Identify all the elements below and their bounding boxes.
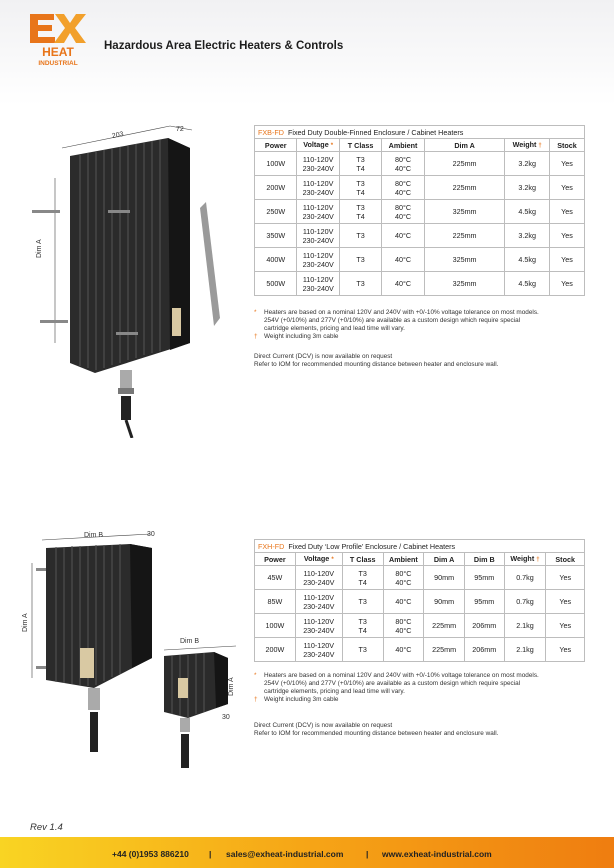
table-row: 250W 110-120V 230-240V T3 T4 80°C 40°C 325mm 4.5kg Yes bbox=[255, 200, 585, 224]
footer-separator: | bbox=[209, 849, 212, 859]
footer-email-link[interactable]: sales@exheat-industrial.com bbox=[226, 849, 344, 859]
header-band bbox=[0, 0, 614, 105]
footer-website-link[interactable]: www.exheat-industrial.com bbox=[382, 849, 492, 859]
table2-notes: * Heaters are based on a nominal 120V and 240V with +0/-10% voltage tolerance on most models. 254V (+0/10%) and 277V (+0/10%) are available as a custom design which require special cartridge elements, pricing and lead time will vary. † Weight including 3m cable bbox=[254, 672, 539, 703]
th-voltage: Voltage * bbox=[295, 553, 342, 566]
th-tclass: T Class bbox=[339, 139, 381, 152]
th-dimb: Dim B bbox=[464, 553, 504, 566]
th-stock: Stock bbox=[546, 553, 585, 566]
revision-label: Rev 1.4 bbox=[30, 822, 63, 833]
table-row: 400W 110-120V 230-240V T3 40°C 325mm 4.5kg Yes bbox=[255, 248, 585, 272]
dim-30-label: 30 bbox=[147, 531, 155, 538]
logo-word-industrial: INDUSTRIAL bbox=[38, 60, 78, 67]
logo-mark-icon bbox=[28, 12, 88, 70]
th-dima: Dim A bbox=[424, 553, 465, 566]
th-weight: Weight † bbox=[504, 553, 546, 566]
table1-dcv-note: Direct Current (DCV) is now available on request Refer to IOM for recommended mounting distance between heater and enclosure wall. bbox=[254, 353, 499, 368]
th-dima: Dim A bbox=[424, 139, 505, 152]
table-row: 500W 110-120V 230-240V T3 40°C 325mm 4.5kg Yes bbox=[255, 272, 585, 296]
th-ambient: Ambient bbox=[383, 553, 424, 566]
dim-b-label: Dim B bbox=[84, 532, 104, 539]
page-title: Hazardous Area Electric Heaters & Controls bbox=[104, 40, 344, 52]
dim-a-label: Dim A bbox=[36, 239, 43, 258]
table1-code: FXB-FD bbox=[258, 127, 284, 137]
footer-phone[interactable]: +44 (0)1953 886210 bbox=[112, 849, 189, 859]
dim-a-label-2: Dim A bbox=[22, 613, 29, 632]
table1-caption: FXB-FD Fixed Duty Double-Finned Enclosure / Cabinet Heaters bbox=[255, 126, 585, 139]
table-row: 85W 110-120V 230-240V T3 40°C 90mm 95mm 0.7kg Yes bbox=[255, 590, 585, 614]
table2-code: FXH-FD bbox=[258, 541, 285, 551]
th-weight: Weight † bbox=[505, 139, 550, 152]
th-ambient: Ambient bbox=[382, 139, 424, 152]
table2-caption: FXH-FD Fixed Duty ‘Low Profile’ Enclosure / Cabinet Heaters bbox=[255, 540, 585, 553]
th-tclass: T Class bbox=[342, 553, 383, 566]
table2-dcv-note: Direct Current (DCV) is now available on request Refer to IOM for recommended mounting distance between heater and enclosure wall. bbox=[254, 722, 499, 737]
th-stock: Stock bbox=[549, 139, 584, 152]
dim-width-label: 203 bbox=[111, 130, 125, 141]
table-row: 200W 110-120V 230-240V T3 T4 80°C 40°C 225mm 3.2kg Yes bbox=[255, 176, 585, 200]
table-row: 350W 110-120V 230-240V T3 40°C 225mm 3.2kg Yes bbox=[255, 224, 585, 248]
fxb-fd-heater-image bbox=[20, 118, 250, 438]
small-dim-30-label: 30 bbox=[222, 714, 230, 721]
logo-word-heat: HEAT bbox=[42, 45, 74, 59]
small-dim-a-label: Dim A bbox=[228, 677, 235, 696]
table-row: 100W 110-120V 230-240V T3 T4 80°C 40°C 225mm 3.2kg Yes bbox=[255, 152, 585, 176]
dim-depth-label: 72 bbox=[176, 126, 184, 133]
fxh-fd-heater-image bbox=[18, 528, 248, 778]
table-row: 100W 110-120V 230-240V T3 T4 80°C 40°C 225mm 206mm 2.1kg Yes bbox=[255, 614, 585, 638]
exheat-logo[interactable] bbox=[28, 12, 88, 70]
th-power: Power bbox=[255, 139, 297, 152]
fxb-fd-table bbox=[254, 125, 585, 296]
th-voltage: Voltage * bbox=[297, 139, 339, 152]
fxh-fd-table bbox=[254, 539, 585, 662]
table-row: 45W 110-120V 230-240V T3 T4 80°C 40°C 90mm 95mm 0.7kg Yes bbox=[255, 566, 585, 590]
small-dim-b-label: Dim B bbox=[180, 638, 200, 645]
footer-separator: | bbox=[366, 849, 369, 859]
th-power: Power bbox=[255, 553, 296, 566]
table1-notes: * Heaters are based on a nominal 120V and 240V with +0/-10% voltage tolerance on most models. 254V (+0/10%) and 277V (+0/10%) are available as a custom design which require special cartridge elements, pricing and lead time will vary. † Weight including 3m cable bbox=[254, 309, 539, 340]
table-row: 200W 110-120V 230-240V T3 40°C 225mm 206mm 2.1kg Yes bbox=[255, 638, 585, 662]
